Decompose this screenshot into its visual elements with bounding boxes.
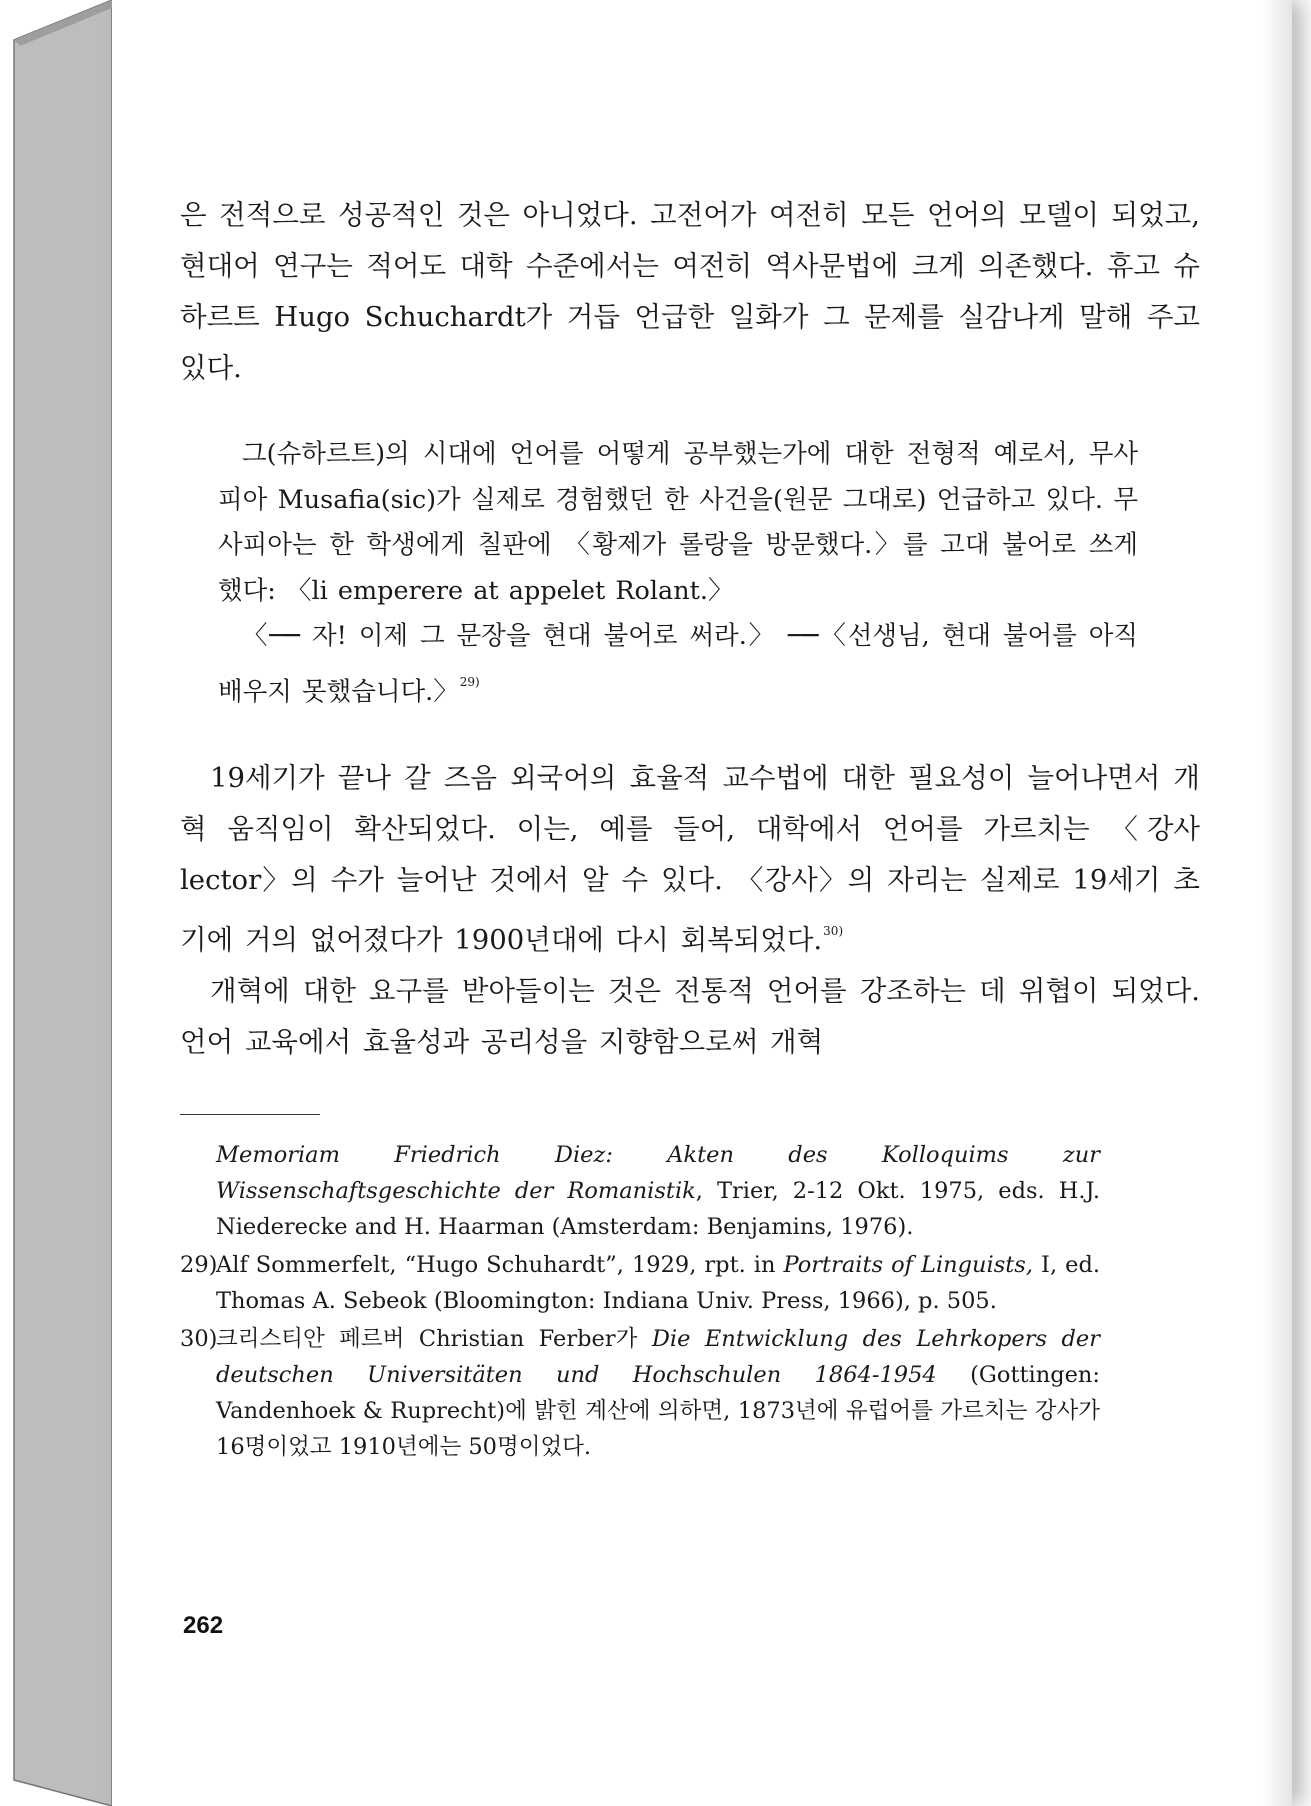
footnote-30 (180, 1321, 1100, 1465)
block-quote (218, 432, 1138, 715)
footnote-29-post: I, ed. Thomas A. Sebeok (Bloomington: Indiana Univ. Press, 1966), p. 505. (216, 1252, 1100, 1314)
page-content (180, 190, 1200, 1467)
footnote-continuation-rest: , Trier, 2-12 Okt. 1975, eds. H.J. Niederecke and H. Haarman (Amsterdam: Benjamins, 1976). (216, 1178, 1100, 1240)
footnote-30-number: 30) (180, 1326, 218, 1352)
footnote-30-text (216, 1321, 1100, 1465)
paragraph-3: 개혁에 대한 요구를 받아들이는 것은 전통적 언어를 강조하는 데 위협이 되었다. 언어 교육에서 효율성과 공리성을 지향함으로써 개혁 (180, 975, 1200, 1058)
paragraph-2 (180, 753, 1200, 966)
book-spine (0, 0, 130, 1806)
footnote-divider (180, 1114, 320, 1115)
footnote-30-pre: 크리스티안 페르버 Christian Ferber가 (216, 1326, 652, 1352)
paragraph-1: 은 전적으로 성공적인 것은 아니었다. 고전어가 여전히 모든 언어의 모델이 되었고, 현대어 연구는 적어도 대학 수준에서는 여전히 역사문법에 크게 의존했다. 휴고 슈하르트 Hugo Schuchardt가 거듭 언급한 일화가 그 문제를 실감나게 말해 주고 있다. (180, 199, 1200, 384)
page-number: 262 (183, 1612, 224, 1639)
footnote-30-italic: Die Entwicklung des Lehrkopers der deutschen Universitäten und Hochschulen 1864-1954 (216, 1326, 1100, 1388)
footnote-continuation-italic: Memoriam Friedrich Diez: Akten des Kolloquims zur Wissenschaftsgeschichte der Romanistik (216, 1142, 1100, 1204)
quote-paragraph-2-text: 〈── 자! 이제 그 문장을 현대 불어로 써라.〉 ──〈선생님, 현대 불어를 아직 배우지 못했습니다.〉 (218, 621, 1138, 707)
footnote-29-number: 29) (180, 1252, 218, 1278)
footnote-ref-30[interactable]: 30) (823, 924, 844, 938)
footnote-29 (180, 1247, 1100, 1319)
footnotes (180, 1137, 1100, 1465)
footnote-ref-29[interactable]: 29) (459, 674, 480, 689)
page-edge-shadow (1262, 0, 1292, 1806)
paragraph-2-text: 19세기가 끝나 갈 즈음 외국어의 효율적 교수법에 대한 필요성이 늘어나면서 개혁 움직임이 확산되었다. 이는, 예를 들어, 대학에서 언어를 가르치는 〈강사 lector〉의 수가 늘어난 것에서 알 수 있다. 〈강사〉의 자리는 실제로 19세기 초기에 거의 없어졌다가 1900년대에 다시 회복되었다. (180, 762, 1200, 956)
footnote-continuation (180, 1137, 1100, 1245)
quote-paragraph-2 (218, 614, 1138, 715)
footnote-29-text (216, 1247, 1100, 1319)
footnote-30-post: (Gottingen: Vandenhoek & Ruprecht)에 밝힌 계산에 의하면, 1873년에 유럽어를 가르치는 강사가 16명이었고 1910년에는 50명이었다. (216, 1362, 1101, 1460)
quote-paragraph-1: 그(슈하르트)의 시대에 언어를 어떻게 공부했는가에 대한 전형적 예로서, 무사피아 Musafia(sic)가 실제로 경험했던 한 사건을(원문 그대로) 언급하고 있다. 무사피아는 한 학생에게 칠판에 〈황제가 롤랑을 방문했다.〉를 고대 불어로 쓰게 했다: 〈li emperere at appelet Rolant.〉 (218, 439, 1138, 606)
footnote-29-pre: Alf Sommerfelt, “Hugo Schuhardt”, 1929, rpt. in (216, 1252, 784, 1278)
footnote-29-italic: Portraits of Linguists, (783, 1252, 1034, 1278)
